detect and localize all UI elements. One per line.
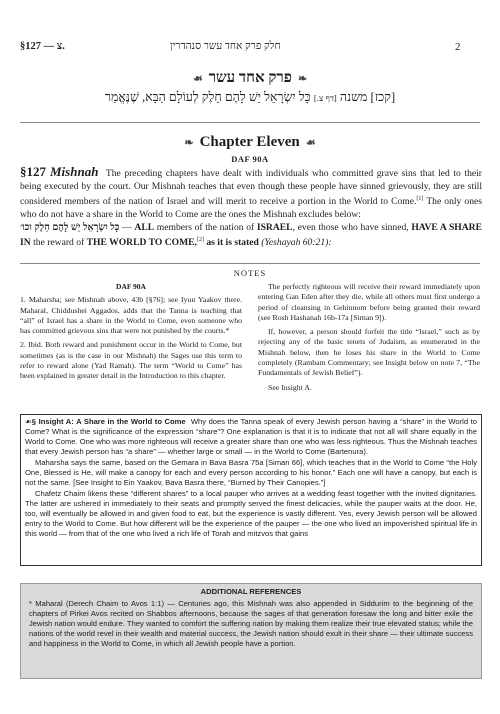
footnote-ref: [1] xyxy=(416,196,424,203)
daf-label: DAF 90A xyxy=(231,154,269,164)
mishnah-hebrew-text: כָּל יִשְׂרָאֵל יֵשׁ לָהֶם חֵלֶק לְעוֹלָם הַבָּא, שֶׁנֶּאֱמַר xyxy=(104,90,311,104)
main-para-1: The preceding chapters have dealt with individuals who committed grave sins that led to their being executed by the court. Our Mishnah teaches that even though these people have sinned grievously, they are still considered members of the nation of Israel and will merit to receive a portion in the World to Come. xyxy=(20,168,482,208)
notes-daf-heading: DAF 90A xyxy=(116,282,146,291)
insight-para-2: Maharsha says the same, based on the Gemara in Bava Basra 75a [Siman 66], which teaches that in the World to Come “the Holy One, Blessed is He, will make a canopy for each and every person according to his honor.” Each one will have a canopy, but each is not the same. [See Insight to Ein Yaakov, Bava Basra there, “Burned by Their Canopies.”] xyxy=(25,458,477,487)
ornament-icon: ☙ xyxy=(305,137,316,149)
note-continued: The perfectly righteous will receive their reward immediately upon entering Gan Eden after they die, while all others must first undergo a period of cleansing in Gehinnom before being granted their reward (see Rosh Hashanah 16b-17a [Siman 9]). xyxy=(258,282,480,322)
note-continued: See Insight A. xyxy=(268,382,312,392)
ornament-icon: ❧ xyxy=(184,137,194,149)
text: members of the nation of xyxy=(154,221,257,233)
chapter-title-text: Chapter Eleven xyxy=(199,134,300,150)
text-stated: as it is stated xyxy=(203,237,259,249)
insight-box xyxy=(20,414,482,566)
mishnah-hebrew xyxy=(20,90,480,105)
page-number: 2 xyxy=(455,41,461,53)
notes-right-column xyxy=(258,282,480,397)
ornament-icon: ☙ xyxy=(192,73,203,85)
term-world-to-come: THE WORLD TO COME, xyxy=(86,237,197,249)
citation: (Yeshayah 60:21): xyxy=(258,237,332,249)
running-head-daf: צ. xyxy=(56,41,65,52)
mishnah-hebrew-prefix: [קכז] משנה xyxy=(339,90,396,104)
running-head-section: §127 — צ. xyxy=(20,41,65,52)
additional-references xyxy=(20,583,482,679)
notes-title: NOTES xyxy=(233,268,267,278)
references-text: * Maharal (Derech Chaim to Avos 1:1) — Centuries ago, this Mishnah was also appended in Siddurim to the beginning of the chapters of Pirkei Avos recited on Shabbos afternoons, because the sages of that generation foresaw the long and bitter exile the Jewish nation would endure. They wanted to comfort the suffering nation by making them realize their true elevated status; while the nations of the world revel in their wealth and material success, the Jewish nation should exult in their share — their ultimate success and happiness in the World to Come, in which all Jewish people have a portion. xyxy=(29,599,473,648)
insight-icon: ☙§ xyxy=(25,417,39,426)
insight-para-1: Why does the Tanna speak of every Jewish person having a “share” in the World to Come? What is the significance of the expression “share”? One explanation is that it is to indicate that not all will share equally in the World to Come. One who was more righteous will receive a greater share than one who was less righteous. Thus the Mishnah teaches that every Jewish person has “a share” — whether large or small — in the World to Come (Bartenura). xyxy=(25,417,477,456)
note-2: 2. Ibid. Both reward and punishment occur in the World to Come, but sometimes (as is the case in our Mishnah) the Sages use this term to refer to reward alone (Yad Ramah). The term “World to Come” has been explained in greater detail in the Introduction to this chapter. xyxy=(20,340,242,381)
term-all: ALL xyxy=(134,221,155,233)
running-head-hebrew: חלק פרק אחד עשר סנהדרין xyxy=(170,41,281,52)
insight-title: Insight A: A Share in the World to Come xyxy=(38,417,186,426)
term-israel: ISRAEL xyxy=(256,221,293,233)
hebrew-chapter-title xyxy=(0,70,500,87)
main-text xyxy=(20,166,482,250)
mishnah-label: Mishnah xyxy=(50,164,99,179)
divider xyxy=(20,122,480,123)
insight-para-3: Chafetz Chaim likens these “different shares” to a local pauper who arrives at a wedding feast together with the invited dignitaries. The latter are ushered in immediately to their seats and promptly served the finest delicacies, while the pauper waits at the door. He, too, will eventually be allowed in and given food to eat, but the experience is vastly different. Yes, every Jewish person will be allowed entry to the World to Come. But how different will be the experience of the pauper — the one who lived an impoverished spiritual life in this world — from that of the one who lived a rich life of Torah and mitzvos that gains xyxy=(25,489,477,538)
dash: — xyxy=(119,221,135,233)
section-number: §127 xyxy=(20,164,46,179)
footnote-ref: [2] xyxy=(196,237,204,244)
term-share: HAVE A SHARE IN xyxy=(20,221,483,249)
hebrew-quote: כָּל יִשְׂרָאֵל יֵשׁ לָהֶם חֵלֶק וכו׳ xyxy=(20,221,120,233)
references-title: ADDITIONAL REFERENCES xyxy=(200,587,302,596)
text: the reward of xyxy=(30,237,87,249)
mishnah-hebrew-ref: [דף צ.] xyxy=(313,93,337,103)
divider xyxy=(20,263,480,264)
ornament-icon: ❧ xyxy=(297,73,308,85)
notes-left-column xyxy=(20,282,242,386)
main-para-1b: The only ones who do not have a share in the World to Come are the ones the Mishnah excludes below: xyxy=(20,196,482,220)
text: , even those who have sinned, xyxy=(292,221,412,233)
hebrew-chapter-title-text: פרק אחד עשר xyxy=(208,70,292,86)
note-continued: If, however, a person should forfeit the title “Israel,” such as by rejecting any of the basic tenets of Judaism, as enumerated in the Mishnah below, then he loses his share in the World to Come completely (Rambam Commentary; see Insight below on note 7, “The Fundamentals of Jewish Belief”). xyxy=(258,327,480,378)
note-1: 1. Maharsha; see Mishnah above, 43b [§76]; see Iyun Yaakov there. Maharal, Chiddushei Aggados, adds that the Tanna is teaching that “all” of Israel has a share in the World to Come, even someone who has committed grievous sins that were not punished by the courts.* xyxy=(20,295,242,336)
chapter-title xyxy=(0,134,500,151)
